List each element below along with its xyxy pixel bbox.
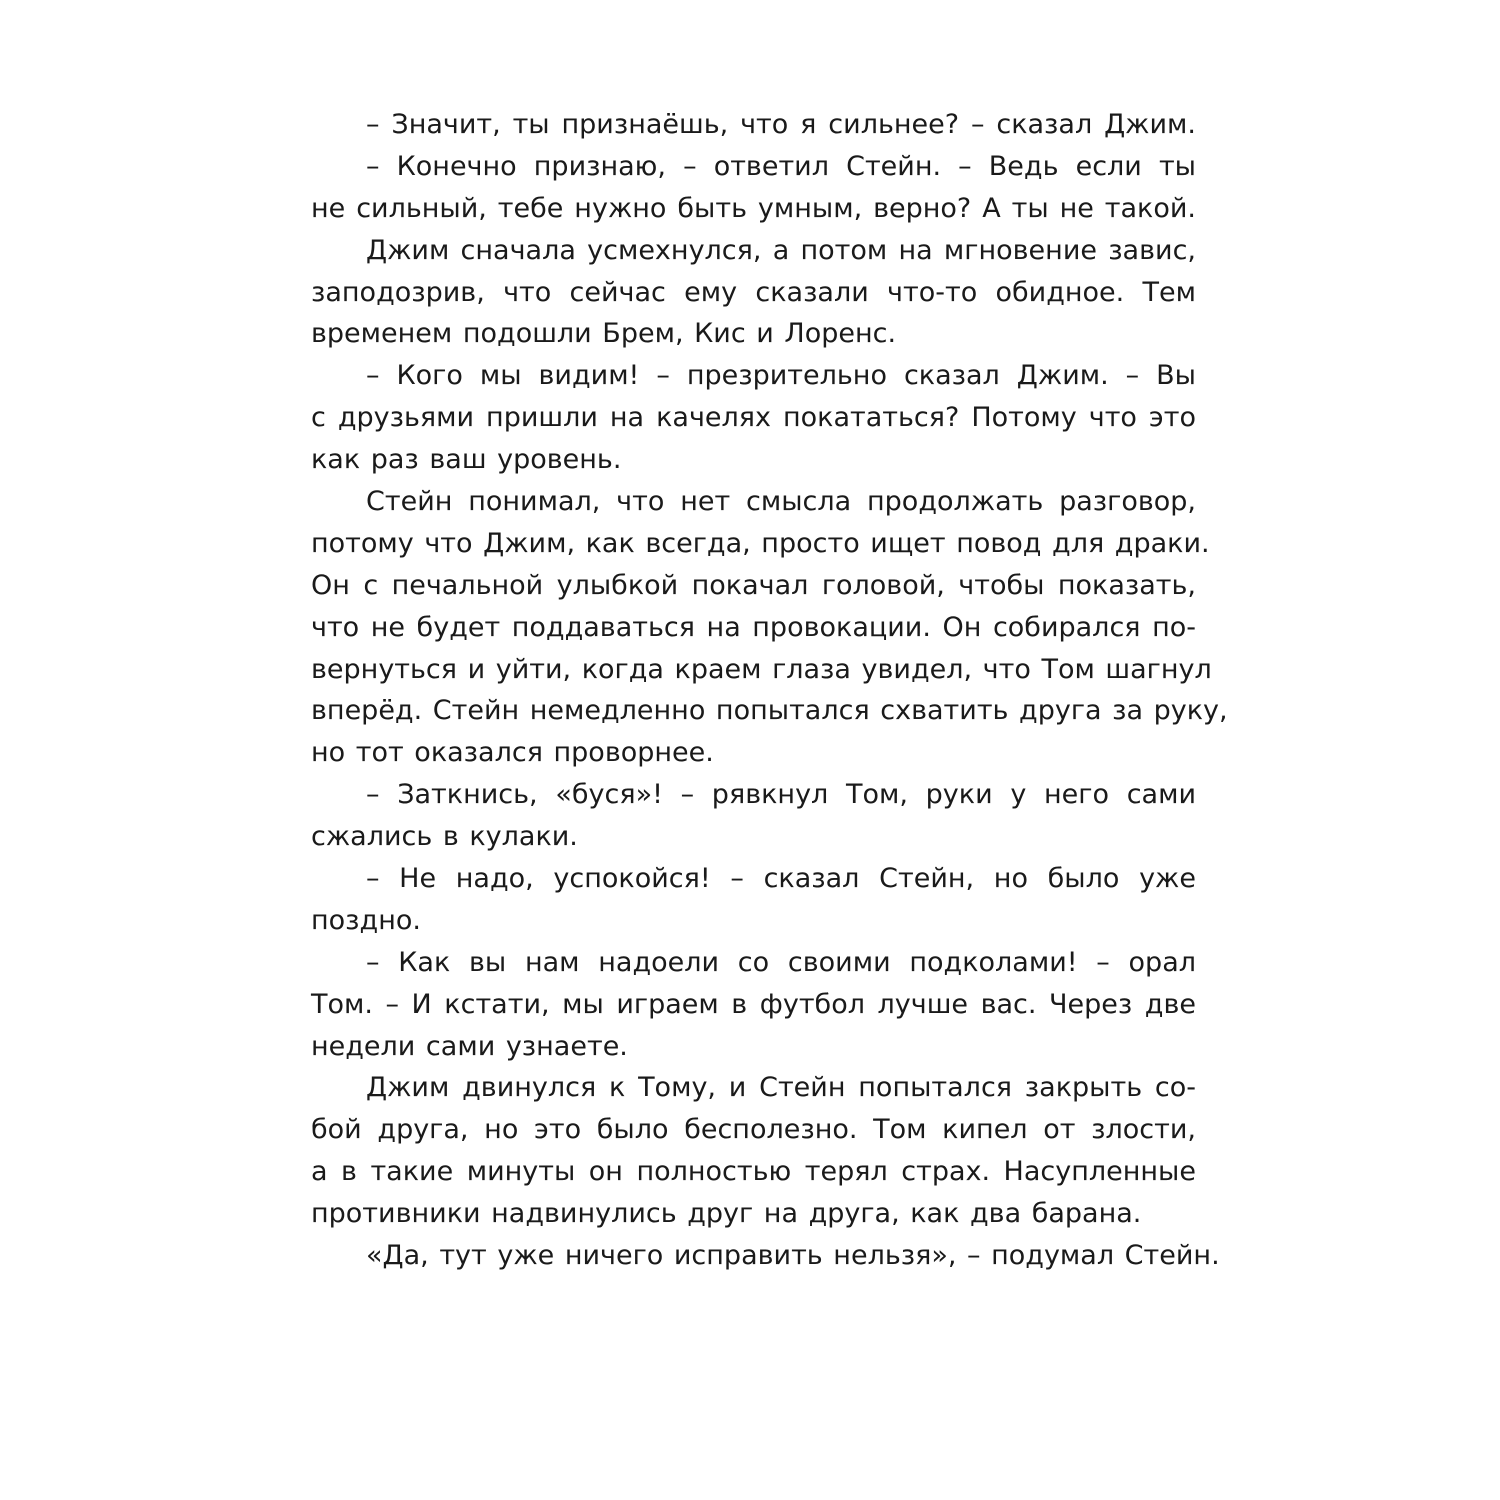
text-line: вернуться и уйти, когда краем глаза увидел, что Том шагнул: [311, 653, 1212, 685]
text-line: бой друга, но это было бесполезно. Том кипел от злости,: [311, 1114, 1196, 1146]
text-line: Он с печальной улыбкой покачал головой, чтобы показать,: [311, 569, 1196, 601]
text-line: – Не надо, успокойся! – сказал Стейн, но было уже: [366, 863, 1196, 895]
text-line: противники надвинулись друг на друга, как два барана.: [311, 1198, 1142, 1230]
text-line: недели сами узнаете.: [311, 1030, 628, 1062]
text-line: Стейн понимал, что нет смысла продолжать разговор,: [366, 486, 1196, 518]
text-line: Джим сначала усмехнулся, а потом на мгновение завис,: [366, 234, 1196, 266]
text-line: Том. – И кстати, мы играем в футбол лучше вас. Через две: [311, 988, 1196, 1020]
text-line: не сильный, тебе нужно быть умным, верно? А ты не такой.: [311, 192, 1196, 224]
text-line: – Как вы нам надоели со своими подколами! – орал: [366, 946, 1196, 978]
text-line: – Заткнись, «буся»! – рявкнул Том, руки у него сами: [366, 779, 1196, 811]
text-line: но тот оказался проворнее.: [311, 737, 714, 769]
page-text: [311, 104, 1228, 1277]
text-line: Джим двинулся к Тому, и Стейн попытался закрыть со-: [366, 1072, 1196, 1104]
text-line: с друзьями пришли на качелях покататься? Потому что это: [311, 402, 1196, 434]
text-line: – Конечно признаю, – ответил Стейн. – Ведь если ты: [366, 150, 1196, 182]
text-line: что не будет поддаваться на провокации. Он собирался по-: [311, 611, 1196, 643]
text-line: поздно.: [311, 904, 421, 936]
text-line: временем подошли Брем, Кис и Лоренс.: [311, 318, 897, 350]
text-line: – Значит, ты признаёшь, что я сильнее? – сказал Джим.: [366, 109, 1196, 140]
text-line: как раз ваш уровень.: [311, 444, 622, 476]
text-line: вперёд. Стейн немедленно попытался схватить друга за руку,: [311, 695, 1228, 727]
text-line: а в такие минуты он полностью терял страх. Насупленные: [311, 1156, 1196, 1188]
text-line: потому что Джим, как всегда, просто ищет повод для драки.: [311, 527, 1210, 559]
text-line: сжались в кулаки.: [311, 821, 578, 853]
text-line: заподозрив, что сейчас ему сказали что-то обидное. Тем: [311, 276, 1196, 308]
text-line: – Кого мы видим! – презрительно сказал Джим. – Вы: [366, 360, 1196, 392]
text-line: «Да, тут уже ничего исправить нельзя», – подумал Стейн.: [366, 1240, 1220, 1272]
